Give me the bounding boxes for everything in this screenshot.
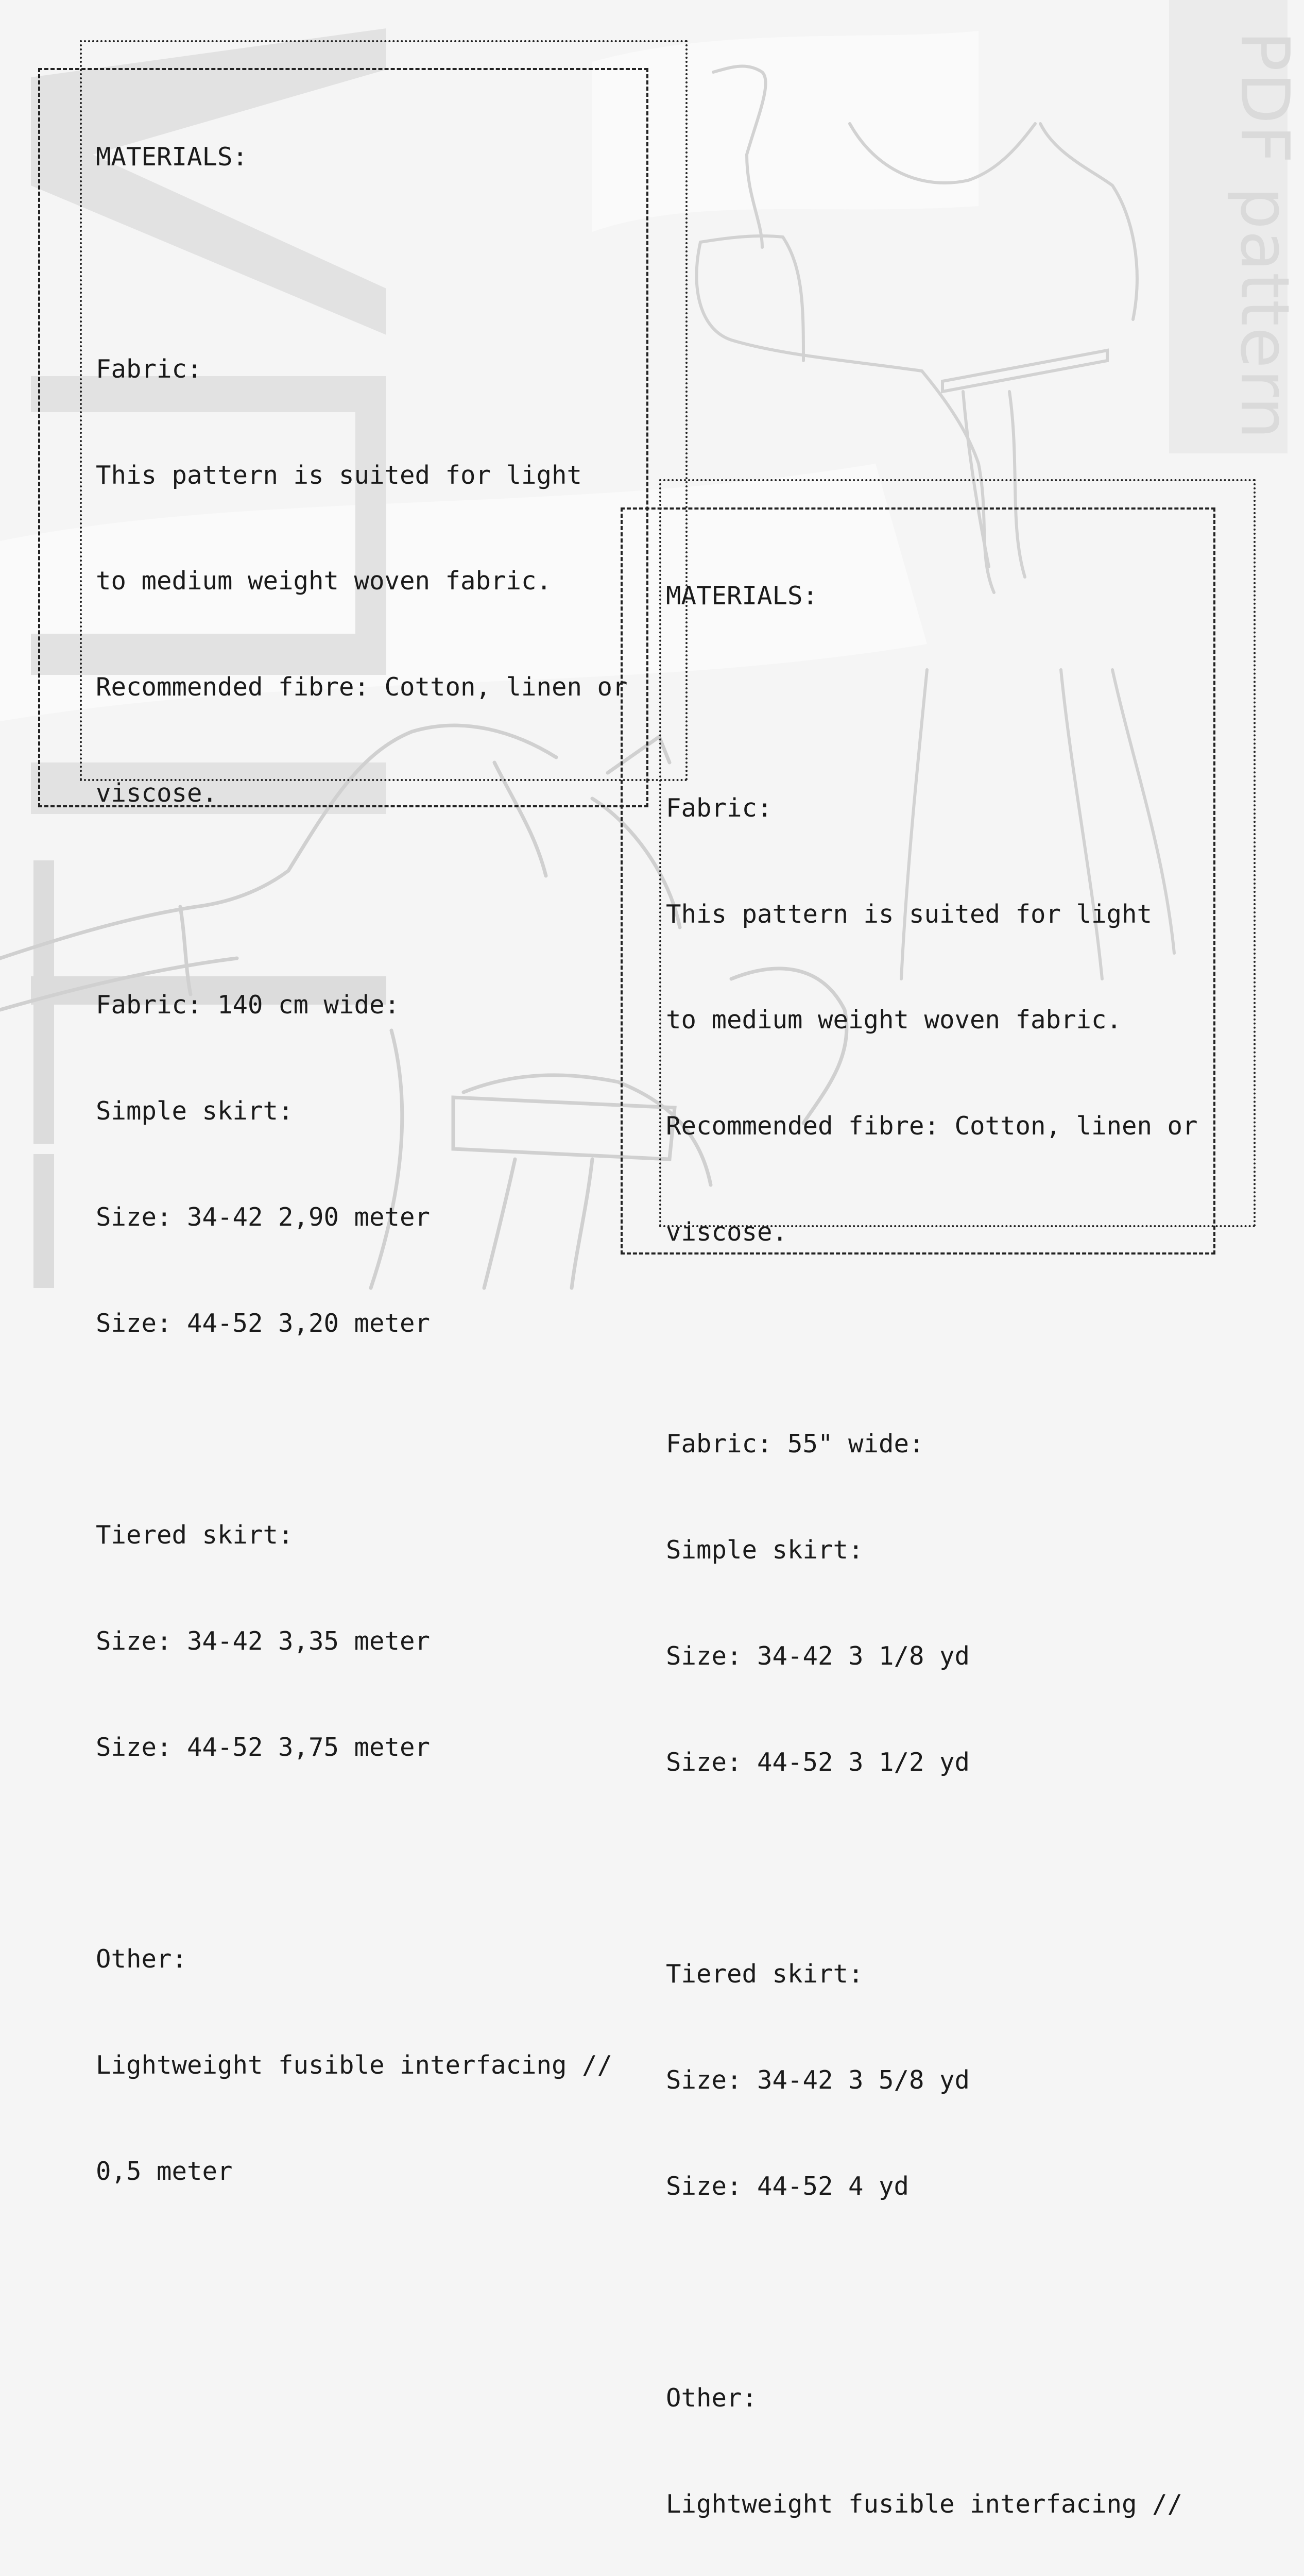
- spacer-line: [666, 2275, 1198, 2311]
- size-line: Size: 34-42 3 1/8 yd: [666, 1641, 970, 1671]
- spacer-line: [666, 1321, 1198, 1357]
- fabric-width-line: Fabric: 55" wide:: [666, 1429, 924, 1459]
- text-line: to medium weight woven fabric.: [666, 1005, 1122, 1035]
- size-line: Size: 44-52 4 yd: [666, 2171, 910, 2201]
- tiered-skirt-heading: Tiered skirt:: [666, 1959, 864, 1989]
- other-heading: Other:: [96, 1944, 187, 1974]
- text-line: This pattern is suited for light: [666, 899, 1153, 929]
- materials-panel-imperial: [666, 508, 1198, 2576]
- text-line: This pattern is suited for light: [96, 460, 582, 490]
- pdf-pattern-label: PDF pattern: [1226, 31, 1304, 440]
- materials-panel-metric: [96, 69, 628, 2225]
- text-line: Recommended fibre: Cotton, linen or: [96, 672, 628, 702]
- text-line: Recommended fibre: Cotton, linen or: [666, 1111, 1198, 1141]
- size-line: Size: 44-52 3,75 meter: [96, 1732, 431, 1762]
- spacer-line: [96, 882, 628, 918]
- size-line: Size: 34-42 3,35 meter: [96, 1626, 431, 1656]
- text-line: to medium weight woven fabric.: [96, 566, 552, 596]
- text-line: 0,5 meter: [96, 2157, 233, 2187]
- other-heading: Other:: [666, 2383, 758, 2413]
- simple-skirt-heading: Simple skirt:: [666, 1535, 864, 1565]
- fabric-width-line: Fabric: 140 cm wide:: [96, 990, 400, 1020]
- text-line: viscose.: [96, 778, 218, 808]
- spacer-line: [666, 1851, 1198, 1887]
- text-line: viscose.: [666, 1217, 788, 1247]
- spacer-line: [96, 246, 628, 281]
- size-line: Size: 44-52 3 1/2 yd: [666, 1747, 970, 1777]
- spacer-line: [96, 1836, 628, 1872]
- materials-heading: MATERIALS:: [96, 142, 248, 172]
- fabric-heading: Fabric:: [666, 793, 773, 823]
- fabric-heading: Fabric:: [96, 354, 202, 384]
- tiered-skirt-heading: Tiered skirt:: [96, 1520, 294, 1550]
- size-line: Size: 44-52 3,20 meter: [96, 1308, 431, 1338]
- text-line: Lightweight fusible interfacing //: [96, 2050, 613, 2080]
- spacer-line: [666, 685, 1198, 720]
- materials-heading: MATERIALS:: [666, 581, 818, 611]
- simple-skirt-heading: Simple skirt:: [96, 1096, 294, 1126]
- text-line: Lightweight fusible interfacing //: [666, 2489, 1183, 2519]
- size-line: Size: 34-42 2,90 meter: [96, 1202, 431, 1232]
- spacer-line: [96, 1412, 628, 1448]
- size-line: Size: 34-42 3 5/8 yd: [666, 2065, 970, 2095]
